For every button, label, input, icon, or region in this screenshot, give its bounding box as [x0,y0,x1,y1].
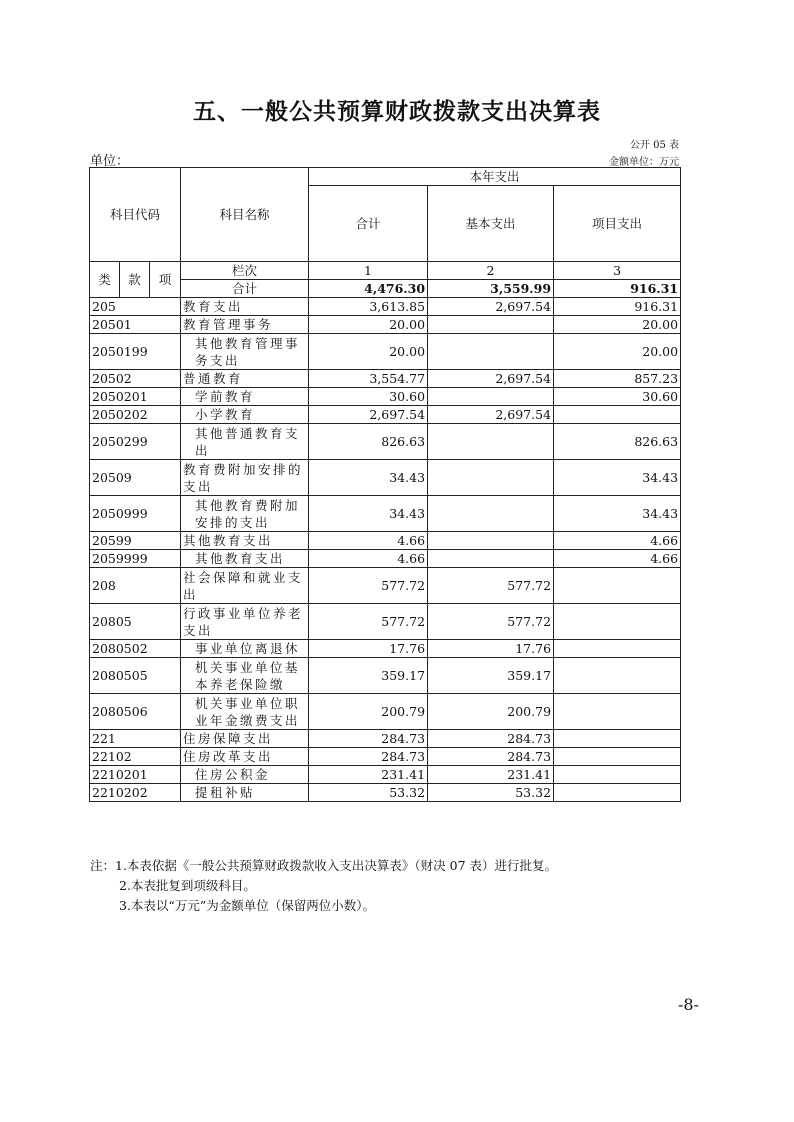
amount-project: 916.31 [554,298,681,316]
amount-total: 284.73 [309,730,428,748]
amount-project: 4.66 [554,550,681,568]
note-3: 3.本表以“万元”为金额单位（保留两位小数）。 [119,898,375,913]
amount-basic: 577.72 [428,604,554,640]
amount-basic [428,550,554,568]
subject-name: 住房改革支出 [181,748,309,766]
subject-code: 205 [90,298,181,316]
amount-basic: 200.79 [428,694,554,730]
table-row [90,640,681,658]
table-row [90,730,681,748]
amount-total: 577.72 [309,568,428,604]
table-row [90,550,681,568]
amount-total: 4.66 [309,532,428,550]
table-row [90,460,681,496]
subject-code: 2210202 [90,784,181,802]
table-row [90,532,681,550]
table-row [90,568,681,604]
amount-total: 231.41 [309,766,428,784]
amount-basic [428,460,554,496]
amount-basic: 53.32 [428,784,554,802]
subject-name: 行政事业单位养老支出 [181,604,309,640]
amount-basic [428,334,554,370]
subject-name: 机关事业单位职业年金缴费支出 [181,694,309,730]
total-label: 合计 [181,280,309,298]
notes [90,856,557,916]
note-1: 注：1.本表依据《一般公共预算财政拨款收入支出决算表》（财决 07 表）进行批复。 [90,858,558,873]
subject-name: 其他教育支出 [181,550,309,568]
subject-code: 2080502 [90,640,181,658]
subject-code: 20805 [90,604,181,640]
subject-name: 住房公积金 [181,766,309,784]
header-basic: 基本支出 [428,186,554,262]
table-row [90,604,681,640]
total-basic: 3,559.99 [428,280,554,298]
col-number-2: 2 [428,262,554,280]
header-kuan: 款 [120,262,150,298]
page-title: 五、一般公共预算财政拨款支出决算表 [193,98,601,125]
amount-project [554,604,681,640]
table-row [90,658,681,694]
subject-name: 普通教育 [181,370,309,388]
amount-project [554,658,681,694]
note-2: 2.本表批复到项级科目。 [119,878,256,893]
header-name: 科目名称 [181,168,309,262]
amount-total: 17.76 [309,640,428,658]
amount-project: 4.66 [554,532,681,550]
subject-code: 2210201 [90,766,181,784]
subject-name: 其他教育支出 [181,532,309,550]
amount-basic [428,424,554,460]
subject-name: 机关事业单位基本养老保险缴 [181,658,309,694]
amount-project: 20.00 [554,334,681,370]
amount-project: 857.23 [554,370,681,388]
header-project: 项目支出 [554,186,681,262]
subject-name: 教育费附加安排的支出 [181,460,309,496]
col-number-3: 3 [554,262,681,280]
amount-unit: 金额单位：万元 [609,157,679,168]
amount-basic: 577.72 [428,568,554,604]
amount-total: 3,554.77 [309,370,428,388]
unit-label: 单位： [90,154,130,169]
table-row [90,496,681,532]
header-total: 合计 [309,186,428,262]
table-row [90,370,681,388]
subject-code: 2050202 [90,406,181,424]
amount-total: 826.63 [309,424,428,460]
amount-total: 34.43 [309,496,428,532]
amount-project: 826.63 [554,424,681,460]
amount-basic: 284.73 [428,748,554,766]
subject-code: 20502 [90,370,181,388]
amount-total: 20.00 [309,316,428,334]
subject-name: 其他教育管理事务支出 [181,334,309,370]
amount-project: 30.60 [554,388,681,406]
table-row [90,298,681,316]
amount-project [554,784,681,802]
subject-code: 20501 [90,316,181,334]
subject-name: 提租补贴 [181,784,309,802]
subject-name: 社会保障和就业支出 [181,568,309,604]
amount-basic: 359.17 [428,658,554,694]
subject-code: 2050201 [90,388,181,406]
subject-code: 2050199 [90,334,181,370]
amount-total: 3,613.85 [309,298,428,316]
expense-table [89,167,681,802]
total-project: 916.31 [554,280,681,298]
subject-name: 小学教育 [181,406,309,424]
subject-code: 2080506 [90,694,181,730]
table-row [90,316,681,334]
subject-code: 208 [90,568,181,604]
amount-basic: 17.76 [428,640,554,658]
table-row [90,406,681,424]
total-amount: 4,476.30 [309,280,428,298]
table-row [90,748,681,766]
amount-basic [428,496,554,532]
subject-name: 学前教育 [181,388,309,406]
header-row-1 [90,168,681,186]
subject-code: 22102 [90,748,181,766]
amount-project [554,748,681,766]
table-row [90,424,681,460]
amount-project [554,694,681,730]
subject-name: 其他普通教育支出 [181,424,309,460]
header-lanci: 栏次 [181,262,309,280]
amount-basic: 2,697.54 [428,370,554,388]
subject-name: 教育支出 [181,298,309,316]
subject-code: 2059999 [90,550,181,568]
table-row [90,784,681,802]
page-number: -8- [678,995,699,1014]
subject-code: 20599 [90,532,181,550]
amount-basic: 2,697.54 [428,406,554,424]
amount-basic [428,388,554,406]
subject-name: 其他教育费附加安排的支出 [181,496,309,532]
amount-total: 4.66 [309,550,428,568]
subject-name: 教育管理事务 [181,316,309,334]
col-number-1: 1 [309,262,428,280]
header-lei: 类 [90,262,120,298]
amount-project: 20.00 [554,316,681,334]
amount-total: 53.32 [309,784,428,802]
amount-total: 359.17 [309,658,428,694]
subject-code: 2050999 [90,496,181,532]
amount-project: 34.43 [554,460,681,496]
amount-total: 34.43 [309,460,428,496]
amount-project [554,568,681,604]
header-xiang: 项 [150,262,181,298]
amount-project [554,406,681,424]
subject-name: 事业单位离退休 [181,640,309,658]
amount-project: 34.43 [554,496,681,532]
amount-basic [428,316,554,334]
form-code: 公开 05 表 [629,140,679,151]
amount-total: 30.60 [309,388,428,406]
amount-basic [428,532,554,550]
subject-code: 2050299 [90,424,181,460]
table-row [90,694,681,730]
amount-total: 2,697.54 [309,406,428,424]
amount-total: 200.79 [309,694,428,730]
amount-basic: 231.41 [428,766,554,784]
table-row [90,388,681,406]
header-year-expense: 本年支出 [309,168,681,186]
header-code: 科目代码 [90,168,181,262]
header-row-3 [90,262,681,280]
subject-code: 2080505 [90,658,181,694]
amount-total: 20.00 [309,334,428,370]
amount-total: 284.73 [309,748,428,766]
amount-basic: 2,697.54 [428,298,554,316]
amount-basic: 284.73 [428,730,554,748]
amount-project [554,766,681,784]
table-row [90,766,681,784]
table-row [90,334,681,370]
amount-project [554,640,681,658]
subject-code: 221 [90,730,181,748]
amount-total: 577.72 [309,604,428,640]
subject-code: 20509 [90,460,181,496]
subject-name: 住房保障支出 [181,730,309,748]
amount-project [554,730,681,748]
